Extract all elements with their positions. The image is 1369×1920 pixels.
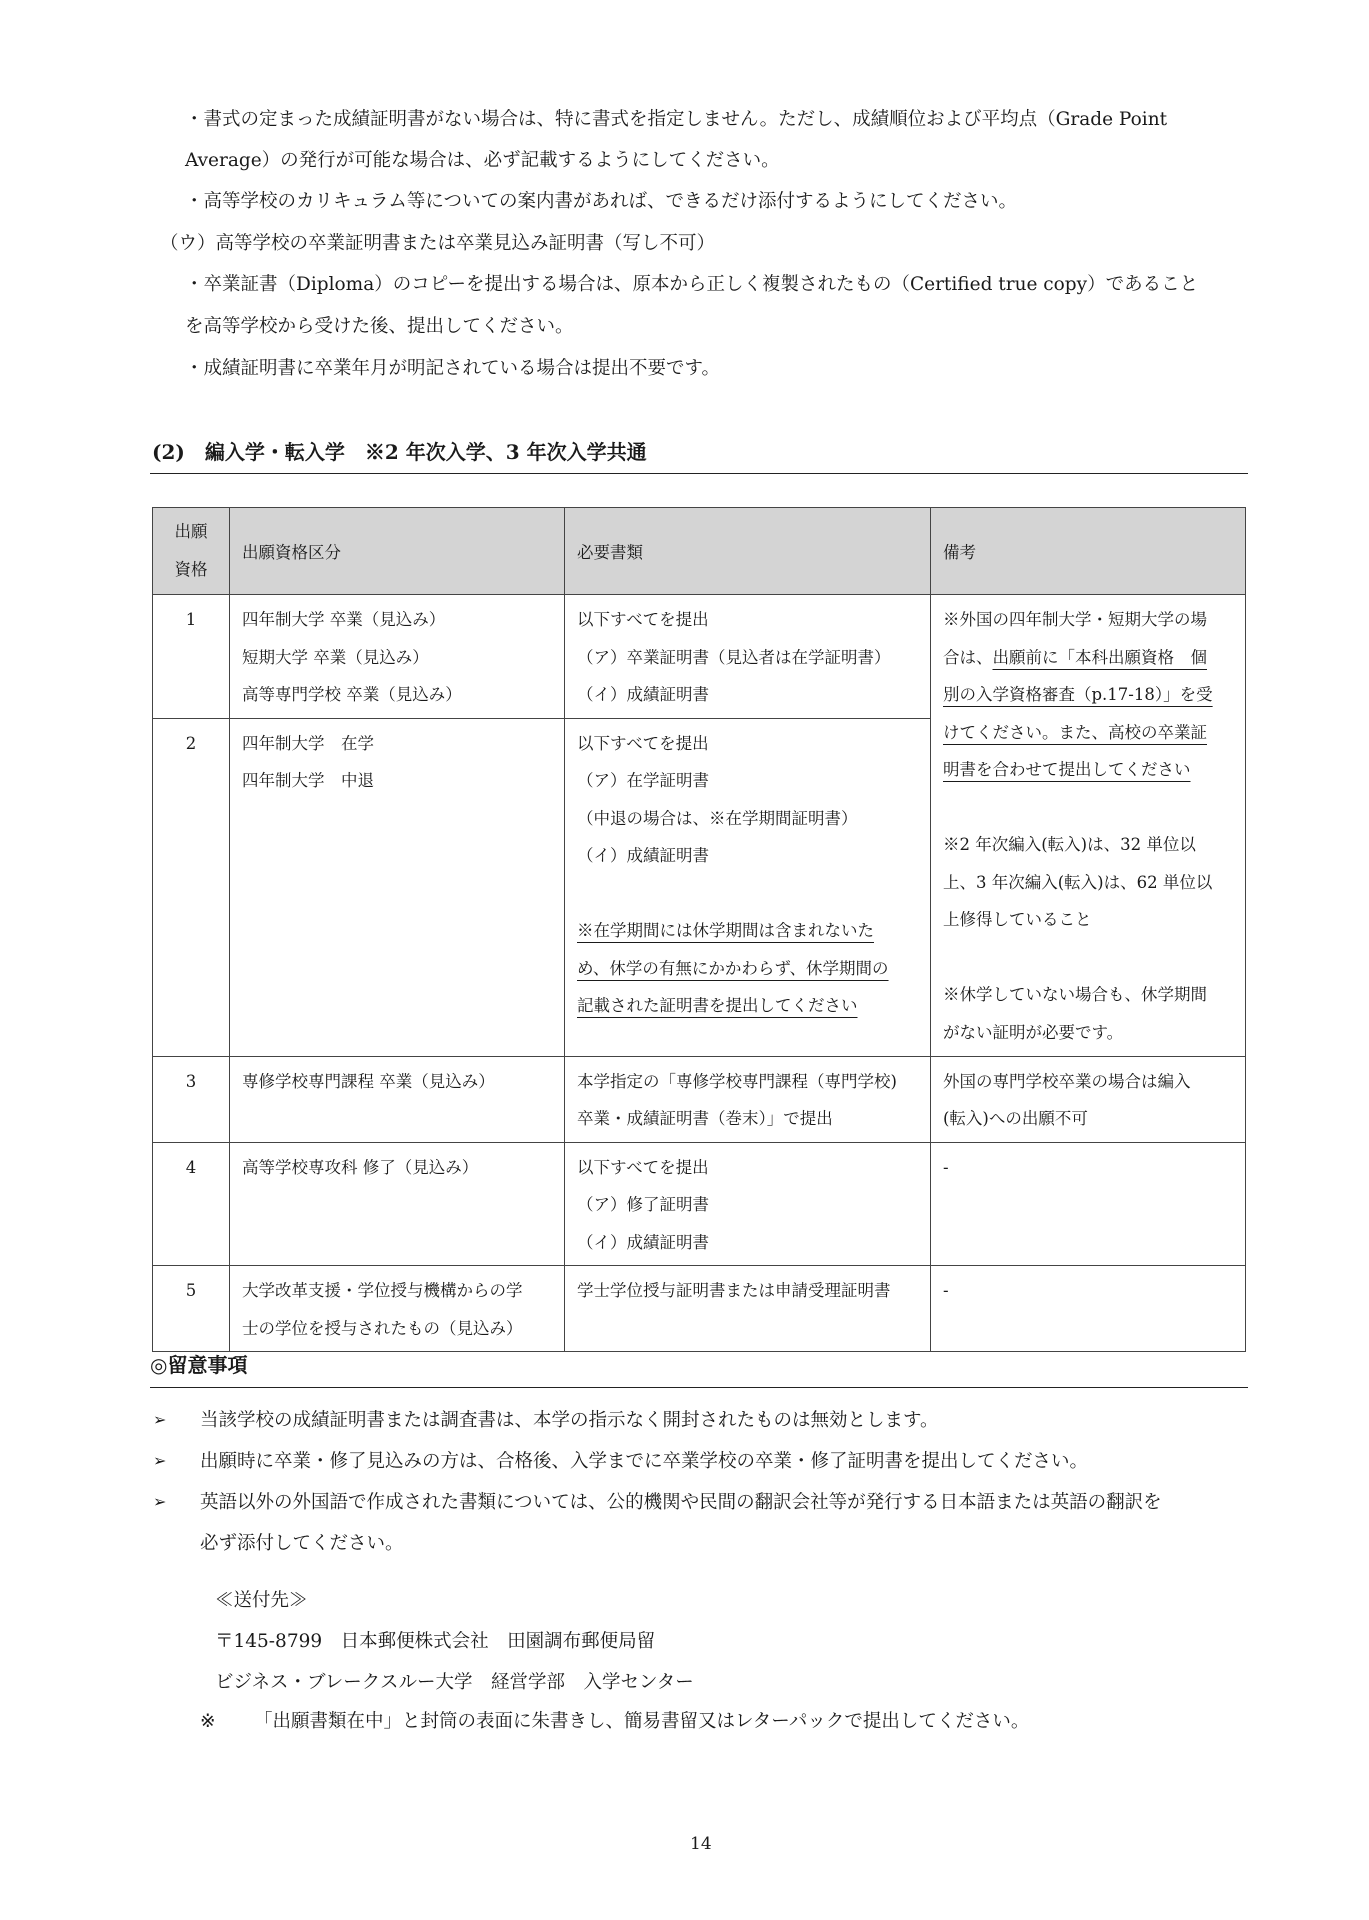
row-no	[153, 1142, 230, 1266]
row-category	[230, 718, 565, 1056]
intro-line-5: ・卒業証書（Diploma）のコピーを提出する場合は、原本から正しく複製されたもの（Certified true copy）であること	[185, 274, 1199, 295]
row-remarks-shared	[931, 595, 1246, 1057]
row-remarks	[931, 1056, 1246, 1142]
documents-line: 学士学位授与証明書または申請受理証明書	[577, 1281, 891, 1300]
row-category	[230, 1056, 565, 1142]
intro-line-3: ・高等学校のカリキュラム等についての案内書があれば、できるだけ添付するようにしてください。	[185, 191, 1017, 212]
documents-line: 以下すべてを提出	[577, 733, 709, 753]
address-line-1: 〒145-8799 日本郵便株式会社 田園調布郵便局留	[215, 1631, 656, 1652]
arrowhead-bullet-icon: ➢	[153, 1492, 167, 1511]
remarks-line: がない証明が必要です。	[943, 1022, 1124, 1042]
note-item-2: 出願時に卒業・修了見込みの方は、合格後、入学までに卒業学校の卒業・修了証明書を提出してください。	[200, 1451, 1089, 1472]
header-no-line2: 資格	[174, 560, 208, 579]
row-category	[230, 1142, 565, 1266]
documents-line: 卒業・成績証明書（巻末）」で提出	[577, 1109, 833, 1128]
header-category	[230, 508, 565, 595]
remarks-line: 上、3 年次編入(転入)は、62 単位以	[943, 872, 1213, 892]
table-row	[153, 1056, 1246, 1142]
notes-heading-rule	[150, 1387, 1248, 1388]
documents-line: 以下すべてを提出	[577, 610, 709, 629]
documents-line: （中退の場合は、※在学期間証明書）	[577, 808, 858, 828]
table-row	[153, 595, 1246, 719]
row-no-value: 5	[185, 1281, 197, 1300]
row-no-value: 1	[185, 610, 197, 629]
table-row	[153, 1266, 1246, 1352]
category-line: 四年制大学 卒業（見込み）	[242, 610, 446, 629]
intro-line-6: を高等学校から受けた後、提出してください。	[185, 316, 574, 337]
address-note-mark: ※	[200, 1711, 216, 1732]
header-remarks-label: 備考	[943, 543, 976, 562]
table-header-row	[153, 508, 1246, 595]
row-no	[153, 1266, 230, 1352]
remarks-fragment-underlined: 出願前に「本科出願資格 個	[992, 647, 1207, 667]
address-line-2: ビジネス・ブレークスルー大学 経営学部 入学センター	[215, 1672, 694, 1693]
remarks-gap	[943, 939, 1237, 977]
row-no	[153, 718, 230, 1056]
header-no-line1: 出願	[174, 522, 208, 541]
arrowhead-bullet-icon: ➢	[153, 1410, 167, 1429]
notes-heading: ◎留意事項	[150, 1353, 248, 1377]
header-documents	[565, 508, 931, 595]
row-documents	[565, 595, 931, 719]
row-documents	[565, 1266, 931, 1352]
row-documents	[565, 1056, 931, 1142]
category-line: 四年制大学 中退	[242, 771, 374, 790]
header-documents-label: 必要書類	[577, 543, 643, 562]
documents-line: 本学指定の「専修学校専門課程（専門学校)	[577, 1071, 897, 1091]
category-line: 大学改革支援・学位授与機構からの学	[242, 1281, 523, 1300]
row-category	[230, 595, 565, 719]
remarks-line: 外国の専門学校卒業の場合は編入	[943, 1071, 1191, 1091]
category-line: 専修学校専門課程 卒業（見込み）	[242, 1071, 495, 1091]
remarks-line: ※外国の四年制大学・短期大学の場	[943, 610, 1207, 629]
row-no	[153, 595, 230, 719]
section-heading: (2) 編入学・転入学 ※2 年次入学、3 年次入学共通	[152, 440, 647, 464]
documents-line: （ア）卒業証明書（見込者は在学証明書）	[577, 647, 891, 667]
category-line: 高等専門学校 卒業（見込み）	[242, 685, 462, 704]
note-item-3: 英語以外の外国語で作成された書類については、公的機関や民間の翻訳会社等が発行する日本語または英語の翻訳を	[200, 1492, 1162, 1513]
row-category	[230, 1266, 565, 1352]
intro-line-4: （ウ）高等学校の卒業証明書または卒業見込み証明書（写し不可）	[160, 233, 716, 254]
section-heading-rule	[150, 473, 1248, 474]
row-no	[153, 1056, 230, 1142]
row-no-value: 2	[185, 733, 197, 753]
remarks-line: -	[943, 1157, 949, 1177]
intro-line-1: ・書式の定まった成績証明書がない場合は、特に書式を指定しません。ただし、成績順位および平均点（Grade Point	[185, 109, 1168, 130]
page-number: 14	[690, 1834, 712, 1854]
documents-line: （ア）在学証明書	[577, 771, 709, 790]
arrowhead-bullet-icon: ➢	[153, 1451, 167, 1470]
requirements-table	[152, 507, 1246, 1352]
documents-line: （イ）成績証明書	[577, 685, 709, 704]
remarks-line: ※休学していない場合も、休学期間	[943, 985, 1207, 1004]
header-qualification-no	[153, 508, 230, 595]
documents-note-line: め、休学の有無にかかわらず、休学期間の	[577, 958, 889, 978]
header-category-label: 出願資格区分	[242, 543, 341, 562]
remarks-gap	[943, 789, 1237, 827]
documents-note-line: 記載された証明書を提出してください	[577, 996, 858, 1015]
note-item-1: 当該学校の成績証明書または調査書は、本学の指示なく開封されたものは無効とします。	[200, 1410, 939, 1431]
documents-note-line: ※在学期間には休学期間は含まれないた	[577, 921, 874, 940]
remarks-line-underlined: けてください。また、高校の卒業証	[943, 722, 1207, 742]
documents-line: （イ）成績証明書	[577, 846, 709, 865]
documents-line: （イ）成績証明書	[577, 1232, 709, 1252]
address-heading: ≪送付先≫	[215, 1590, 308, 1611]
category-line: 四年制大学 在学	[242, 733, 374, 753]
remarks-line-underlined: 別の入学資格審査（p.17-18）」を受	[943, 685, 1213, 704]
remarks-line: -	[943, 1281, 949, 1300]
row-remarks	[931, 1142, 1246, 1266]
row-documents	[565, 1142, 931, 1266]
table-row	[153, 1142, 1246, 1266]
note-item-3-cont: 必ず添付してください。	[200, 1533, 404, 1554]
address-note: 「出願書類在中」と封筒の表面に朱書きし、簡易書留又はレターパックで提出してください。	[254, 1711, 1030, 1732]
category-line: 士の学位を授与されたもの（見込み）	[242, 1318, 523, 1338]
documents-line: 以下すべてを提出	[577, 1157, 709, 1177]
category-line: 高等学校専攻科 修了（見込み）	[242, 1157, 479, 1177]
intro-line-2: Average）の発行が可能な場合は、必ず記載するようにしてください。	[185, 150, 780, 171]
row-no-value: 3	[185, 1071, 197, 1091]
remarks-line-underlined: 明書を合わせて提出してください	[943, 760, 1191, 779]
documents-gap	[577, 875, 922, 913]
row-remarks	[931, 1266, 1246, 1352]
remarks-fragment: 合は、	[943, 647, 993, 667]
intro-line-7: ・成績証明書に卒業年月が明記されている場合は提出不要です。	[185, 358, 721, 379]
row-documents	[565, 718, 931, 1056]
remarks-line	[943, 639, 1237, 677]
remarks-line: (転入)への出願不可	[943, 1109, 1088, 1128]
remarks-line: ※2 年次編入(転入)は、32 単位以	[943, 835, 1196, 854]
remarks-line: 上修得していること	[943, 910, 1092, 929]
category-line: 短期大学 卒業（見込み）	[242, 647, 429, 667]
header-remarks	[931, 508, 1246, 595]
documents-line: （ア）修了証明書	[577, 1195, 709, 1214]
row-no-value: 4	[185, 1157, 197, 1177]
